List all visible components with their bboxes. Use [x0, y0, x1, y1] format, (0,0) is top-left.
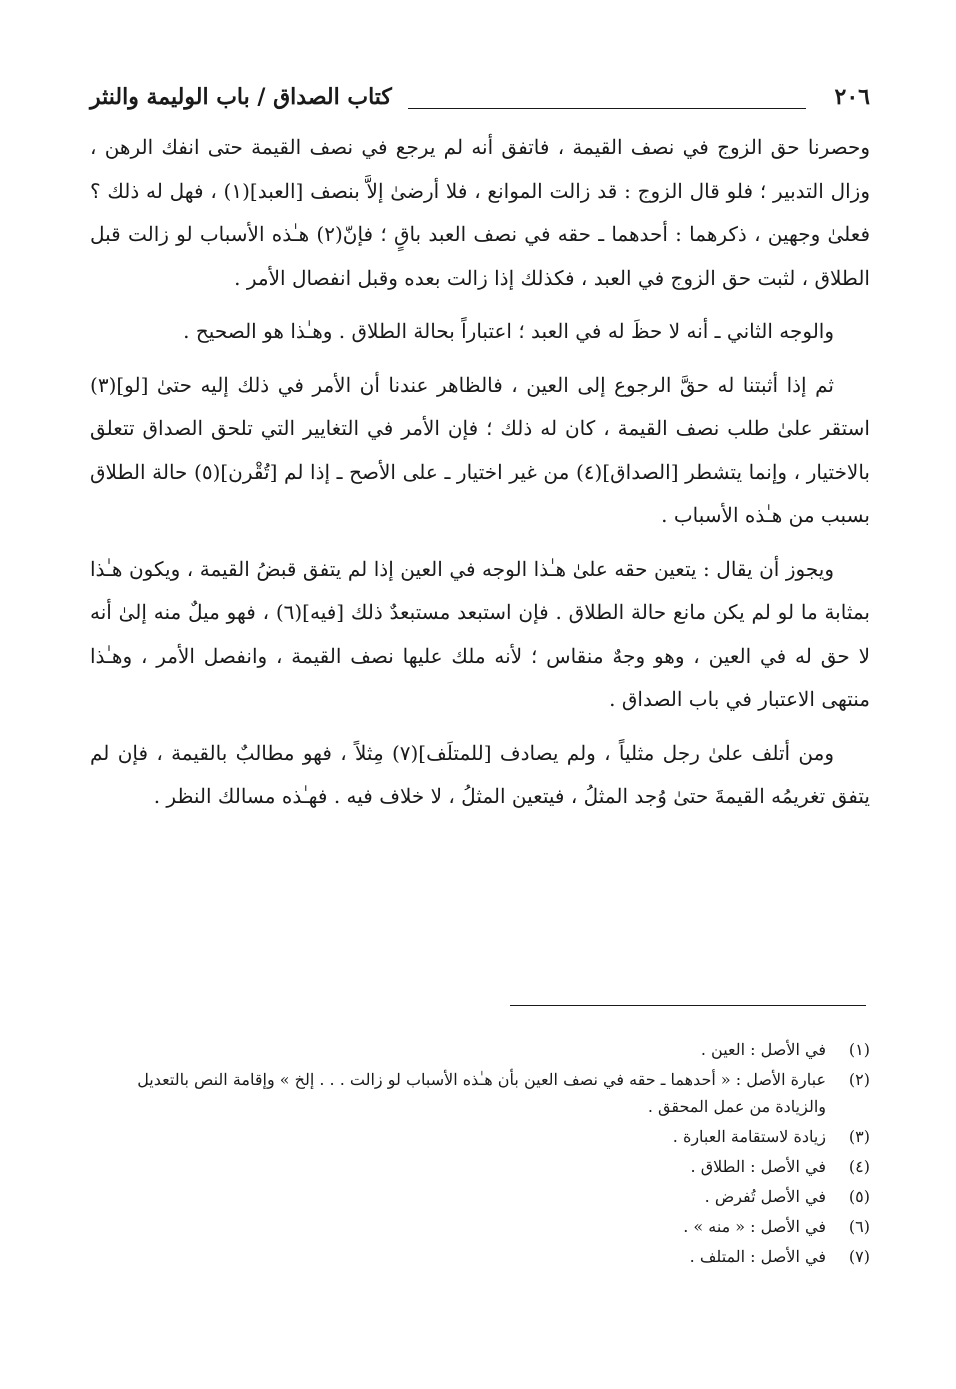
- page-header: [90, 84, 870, 118]
- footnote: [90, 1123, 870, 1150]
- running-title: كتاب الصداق / باب الوليمة والنثر: [90, 84, 392, 110]
- footnote: [90, 1066, 870, 1120]
- paragraph: والوجه الثاني ـ أنه لا حظَ له في العبد ؛ اعتباراً بحالة الطلاق . وهـٰذا هو الصحيح .: [183, 319, 834, 343]
- footnote-number: (٦): [848, 1217, 870, 1236]
- footnote-text: عبارة الأصل : « أحدهما ـ حقه في نصف العين بأن هـٰذه الأسباب لو زالت . . . إلخ » وإقامة النص بالتعديل والزيادة من عمل المحقق .: [137, 1070, 826, 1116]
- footnote: [90, 1243, 870, 1270]
- main-text: [90, 126, 870, 829]
- footnote-text: في الأصل : المتلف .: [689, 1247, 826, 1266]
- footnote-number: (٢): [848, 1070, 870, 1089]
- footnote-number: (٣): [848, 1127, 870, 1146]
- footnote-number: (٧): [848, 1247, 870, 1266]
- footnote: [90, 1153, 870, 1180]
- footnote-number: (٥): [848, 1187, 870, 1206]
- header-rule: [408, 108, 806, 109]
- footnote: [90, 1036, 870, 1063]
- footnote: [90, 1183, 870, 1210]
- footnote-text: في الأصل : العين .: [700, 1040, 826, 1059]
- footnote-number: (١): [848, 1040, 870, 1059]
- footnote-number: (٤): [848, 1157, 870, 1176]
- paragraph: ثم إذا أثبتنا له حقَّ الرجوع إلى العين ، فالظاهر عندنا أن الأمر في ذلك إليه حتىٰ [لو](٣) استقر علىٰ طلب نصف القيمة ، كان له ذلك ؛ فإن الأمر في التغايير التي تلحق الصداق تتعلق بالاختيار ، وإنما يتشطر [الصداق](٤) من غير اختيار ـ على الأصح ـ إذا لم [تُقْرن](٥) حالة الطلاق بسبب من هـٰذه الأسباب .: [90, 372, 870, 527]
- paragraph: ويجوز أن يقال : يتعين حقه علىٰ هـٰذا الوجه في العين إذا لم يتفق قبضُ القيمة ، ويكون هـٰذا بمثابة ما لو لم يكن مانع حالة الطلاق . فإن استبعد مستبعدٌ ذلك [فيه](٦) ، فهو ميلٌ منه إلىٰ أنه لا حق له في العين ، وهو وجهٌ منقاس ؛ لأنه ملك عليها نصف القيمة ، وانفصل الأمر ، وهـٰذا منتهى الاعتبار في باب الصداق .: [90, 556, 870, 711]
- footnote: [90, 1213, 870, 1240]
- footnote-text: في الأصل : الطلاق .: [690, 1157, 826, 1176]
- paragraph: وحصرنا حق الزوج في نصف القيمة ، فاتفق أنه لم يرجع في نصف القيمة حتى انفك الرهن ، وزال التدبير ؛ فلو قال الزوج : قد زالت الموانع ، فلا أرضىٰ إلاَّ بنصف [العبد](١) ، فهل له ذلك ؟ فعلىٰ وجهين ، ذكرهما : أحدهما ـ حقه في نصف العبد باقٍ ؛ فإنّ(٢) هـٰذه الأسباب لو زالت قبل الطلاق ، لثبت حق الزوج في العبد ، فكذلك إذا زالت بعده وقبل انفصال الأمر .: [90, 135, 871, 290]
- footnote-text: زيادة لاستقامة العبارة .: [672, 1127, 826, 1146]
- page-number: ٢٠٦: [834, 84, 870, 110]
- footnotes: [90, 1036, 870, 1270]
- footnote-text: في الأصل تُفرض .: [704, 1187, 826, 1206]
- footnote-text: في الأصل : « منه » .: [683, 1217, 826, 1236]
- paragraph: ومن أتلف علىٰ رجل مثلياً ، ولم يصادف [للمتلَف](٧) مِثلاً ، فهو مطالبٌ بالقيمة ، فإن لم يتفق تغريمُه القيمةَ حتىٰ وُجد المثلُ ، فيتعين المثلُ ، لا خلاف فيه . فهـٰذه مسالك النظر .: [90, 740, 870, 808]
- footnote-separator: [510, 1005, 866, 1006]
